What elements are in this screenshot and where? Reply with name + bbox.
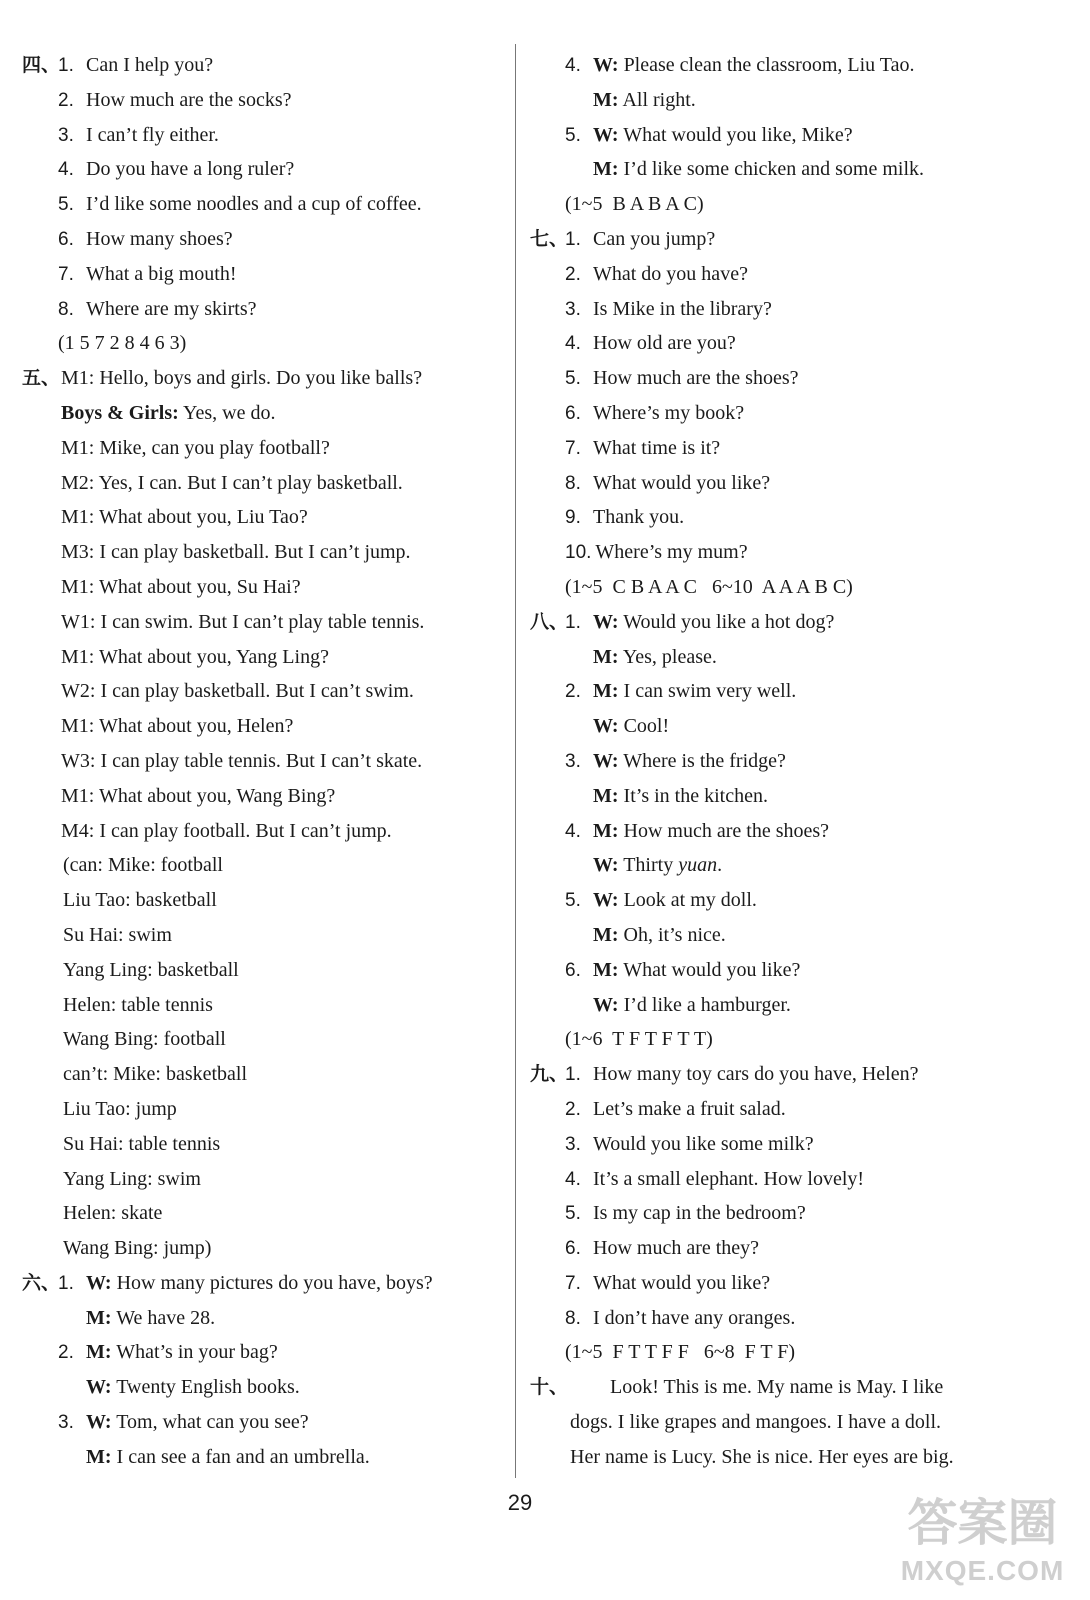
item-number: 8. (58, 298, 74, 320)
text-line (530, 779, 1078, 814)
item-number: 8. (565, 1307, 581, 1329)
answer-line: Wang Bing: jump) (63, 1237, 212, 1260)
speaker-label: M: (86, 1445, 112, 1468)
text-line (530, 988, 1078, 1023)
line-text: I can see a fan and an umbrella. (116, 1445, 370, 1468)
text-line (530, 640, 1078, 675)
text-line (530, 1266, 1078, 1301)
text-line (530, 257, 1078, 292)
text-line (530, 535, 1078, 570)
speaker-label: W1: (61, 610, 96, 633)
item-number: 6. (565, 1238, 581, 1260)
answer-line: Liu Tao: jump (63, 1097, 177, 1120)
line-text: What about you, Helen? (98, 715, 294, 738)
speaker-label: M1: (61, 506, 95, 529)
section-marker: 四、 (22, 54, 61, 76)
text-line (530, 570, 1078, 605)
text-line (22, 152, 504, 187)
text-line (22, 848, 504, 883)
item-number: 3. (58, 1412, 74, 1434)
line-text: I’d like some chicken and some milk. (623, 158, 925, 181)
item-text: What would you like? (593, 1271, 771, 1294)
text-line (22, 83, 504, 118)
text-line (530, 1335, 1078, 1370)
speaker-label: M1: (61, 575, 95, 598)
line-text: I’d like a hamburger. (623, 993, 791, 1016)
text-line (22, 570, 504, 605)
speaker-label: M: (593, 88, 619, 111)
line-text: How much are the shoes? (623, 819, 830, 842)
text-line (22, 1196, 504, 1231)
item-number: 3. (565, 298, 581, 320)
speaker-label: W: (593, 993, 619, 1016)
speaker-label: M1: (61, 367, 95, 390)
item-text: Would you like some milk? (593, 1132, 814, 1155)
text-line (530, 500, 1078, 535)
answer-line: (can: Mike: football (63, 854, 223, 877)
speaker-label: M4: (61, 819, 95, 842)
speaker-label: M: (86, 1341, 112, 1364)
speaker-label: M: (593, 680, 619, 703)
item-text: How many shoes? (86, 227, 233, 250)
item-number: 5. (565, 368, 581, 390)
item-text: Where’s my book? (593, 401, 745, 424)
text-line (530, 605, 1078, 640)
text-line (22, 918, 504, 953)
item-number: 7. (565, 437, 581, 459)
item-text: Is Mike in the library? (593, 297, 772, 320)
item-number: 2. (565, 1098, 581, 1120)
item-number: 7. (58, 263, 74, 285)
line-text: Look at my doll. (623, 889, 757, 912)
text-line (22, 257, 504, 292)
speaker-label: M: (593, 645, 619, 668)
section-marker: 六、 (22, 1271, 61, 1294)
item-number: 5. (565, 1203, 581, 1225)
item-text: Thank you. (593, 506, 685, 529)
text-line (530, 1022, 1078, 1057)
item-text: Can I help you? (86, 54, 214, 76)
item-number: 2. (58, 89, 74, 111)
section-marker: 八、 (530, 610, 569, 633)
speaker-label: M1: (61, 645, 95, 668)
answer-key: (1 5 7 2 8 4 6 3) (58, 332, 187, 355)
text-line (530, 674, 1078, 709)
item-number: 3. (58, 124, 74, 146)
line-text: What about you, Wang Bing? (98, 784, 336, 807)
item-number: 8. (565, 472, 581, 494)
item-number: 5. (565, 890, 581, 912)
line-text: Yes, please. (622, 645, 717, 668)
text-line (22, 466, 504, 501)
text-line (530, 1301, 1078, 1336)
line-text: It’s in the kitchen. (623, 784, 768, 807)
answer-line: Su Hai: swim (63, 923, 172, 946)
item-text: How much are the socks? (86, 88, 292, 111)
line-text: Hello, boys and girls. Do you like balls? (99, 367, 423, 390)
speaker-label: M: (593, 158, 619, 181)
text-line (530, 1370, 1078, 1405)
text-line (530, 918, 1078, 953)
item-number: 5. (58, 194, 74, 216)
line-text: I can play basketball. But I can’t swim. (100, 680, 414, 703)
item-text: Let’s make a fruit salad. (593, 1097, 786, 1120)
item-number: 1. (565, 611, 581, 633)
speaker-label: M: (593, 923, 619, 946)
speaker-label: M: (593, 784, 619, 807)
text-line (22, 709, 504, 744)
text-line (22, 1266, 504, 1301)
item-text: What would you like? (593, 471, 771, 494)
text-line (22, 431, 504, 466)
text-line (22, 222, 504, 257)
item-number: 1. (58, 1272, 74, 1294)
line-text-tail: . (717, 854, 723, 877)
text-line (22, 326, 504, 361)
text-line (530, 848, 1078, 883)
text-line (22, 744, 504, 779)
emphasized-word: yuan (678, 854, 718, 877)
item-text: How many toy cars do you have, Helen? (593, 1063, 919, 1086)
line-text: I can swim very well. (623, 680, 797, 703)
item-number: 7. (565, 1272, 581, 1294)
speaker-label: W: (86, 1376, 112, 1399)
paragraph-line: dogs. I like grapes and mangoes. I have a doll. (570, 1411, 942, 1434)
text-line (530, 1196, 1078, 1231)
speaker-label: M: (593, 819, 619, 842)
line-text: What about you, Su Hai? (98, 575, 301, 598)
item-number: 2. (58, 1342, 74, 1364)
paragraph-line: Her name is Lucy. She is nice. Her eyes are big. (570, 1445, 954, 1468)
text-line (530, 1127, 1078, 1162)
line-text: I can play table tennis. But I can’t skate. (100, 749, 423, 772)
answer-key: (1~6 T F T F T T) (565, 1028, 713, 1051)
text-line (22, 1301, 504, 1336)
text-line (530, 883, 1078, 918)
text-line (22, 1370, 504, 1405)
answer-line: Liu Tao: basketball (63, 889, 217, 912)
text-line (22, 118, 504, 153)
line-text: Cool! (623, 715, 670, 738)
text-line (530, 1057, 1078, 1092)
line-text: What would you like? (623, 958, 801, 981)
answer-line: Yang Ling: basketball (63, 958, 239, 981)
answer-line: Helen: table tennis (63, 993, 213, 1016)
text-line (530, 1092, 1078, 1127)
speaker-label: W: (593, 889, 619, 912)
text-line (530, 361, 1078, 396)
text-line (530, 118, 1078, 153)
item-text: Where are my skirts? (86, 297, 257, 320)
item-text: How old are you? (593, 332, 736, 355)
text-line (22, 1057, 504, 1092)
text-line (22, 396, 504, 431)
item-text: Where’s my mum? (595, 541, 748, 564)
item-text: What time is it? (593, 436, 721, 459)
speaker-label: W: (593, 54, 619, 76)
line-text: We have 28. (116, 1306, 216, 1329)
item-text: How much are the shoes? (593, 367, 799, 390)
item-text: I don’t have any oranges. (593, 1306, 796, 1329)
answer-line: Wang Bing: football (63, 1028, 226, 1051)
answer-line: Helen: skate (63, 1202, 163, 1225)
watermark-logo (890, 1492, 1075, 1588)
text-line (22, 1127, 504, 1162)
text-line (530, 1405, 1078, 1440)
line-text: What about you, Liu Tao? (98, 506, 308, 529)
text-line (530, 222, 1078, 257)
text-line (530, 1162, 1078, 1197)
text-line (530, 814, 1078, 849)
item-text: Is my cap in the bedroom? (593, 1202, 806, 1225)
item-text: I can’t fly either. (86, 123, 219, 146)
line-text: Where is the fridge? (623, 749, 786, 772)
text-line (22, 187, 504, 222)
line-text: What about you, Yang Ling? (98, 645, 329, 668)
answer-line: Su Hai: table tennis (63, 1132, 221, 1155)
answer-line: can’t: Mike: basketball (63, 1063, 248, 1086)
line-text: Tom, what can you see? (116, 1411, 309, 1434)
text-line (22, 640, 504, 675)
line-text: How many pictures do you have, boys? (116, 1271, 433, 1294)
watermark-logo-text: 答案圈 (907, 1494, 1058, 1552)
item-number: 1. (58, 55, 74, 76)
text-line (530, 326, 1078, 361)
speaker-label: W: (86, 1411, 112, 1434)
line-text: Twenty English books. (116, 1376, 300, 1399)
speaker-label: M2: (61, 471, 95, 494)
text-line (22, 605, 504, 640)
item-number: 3. (565, 750, 581, 772)
paragraph-line: Look! This is me. My name is May. I like (610, 1376, 944, 1399)
speaker-label: W: (593, 854, 619, 877)
text-line (22, 779, 504, 814)
text-line (530, 466, 1078, 501)
right-column (530, 48, 1078, 1475)
item-number: 1. (565, 1064, 581, 1086)
speaker-label: M3: (61, 541, 95, 564)
text-line (22, 500, 504, 535)
item-number: 6. (565, 959, 581, 981)
text-line (22, 535, 504, 570)
item-number: 9. (565, 507, 581, 529)
speaker-label: W: (593, 610, 619, 633)
line-text: What would you like, Mike? (623, 123, 853, 146)
item-number: 4. (565, 1168, 581, 1190)
text-line (530, 1440, 1078, 1475)
line-text: All right. (622, 88, 696, 111)
text-line (530, 83, 1078, 118)
section-marker: 九、 (530, 1063, 569, 1086)
answer-key: (1~5 C B A A C 6~10 A A A B C) (565, 575, 853, 598)
item-text: I’d like some noodles and a cup of coffee. (86, 193, 422, 216)
answer-key: (1~5 F T T F F 6~8 F T F) (565, 1341, 796, 1364)
text-line (22, 48, 504, 83)
text-line (530, 1231, 1078, 1266)
speaker-label: W3: (61, 749, 96, 772)
line-text: I can swim. But I can’t play table tennis. (100, 610, 425, 633)
item-number: 4. (565, 333, 581, 355)
answer-key: (1~5 B A B A C) (565, 193, 704, 216)
speaker-label: M1: (61, 715, 95, 738)
text-line (530, 709, 1078, 744)
section-marker: 五、 (22, 367, 61, 390)
text-line (22, 814, 504, 849)
item-number: 3. (565, 1133, 581, 1155)
section-marker: 十、 (530, 1376, 569, 1399)
speaker-label: M1: (61, 784, 95, 807)
text-line (530, 48, 1078, 83)
text-line (530, 953, 1078, 988)
text-line (530, 187, 1078, 222)
line-text: Yes, we do. (183, 401, 276, 424)
text-line (22, 1405, 504, 1440)
text-line (530, 292, 1078, 327)
item-number: 1. (565, 228, 581, 250)
text-line (22, 1022, 504, 1057)
item-number: 4. (565, 55, 581, 76)
text-line (22, 988, 504, 1023)
speaker-label: M1: (61, 436, 95, 459)
item-text: How much are they? (593, 1237, 760, 1260)
item-text: What a big mouth! (86, 262, 237, 285)
item-text: What do you have? (593, 262, 748, 285)
line-text: Mike, can you play football? (99, 436, 330, 459)
speaker-label: M: (86, 1306, 112, 1329)
watermark-site-text: MXQE.COM (900, 1555, 1065, 1586)
speaker-label: M: (593, 958, 619, 981)
item-number: 2. (565, 681, 581, 703)
item-text: Can you jump? (593, 227, 716, 250)
text-line (530, 396, 1078, 431)
line-text: What’s in your bag? (116, 1341, 278, 1364)
answer-line: Yang Ling: swim (63, 1167, 201, 1190)
speaker-label: W: (86, 1271, 112, 1294)
item-number: 10. (565, 542, 592, 564)
item-number: 4. (565, 820, 581, 842)
line-text: Would you like a hot dog? (623, 610, 835, 633)
text-line (22, 674, 504, 709)
item-text: It’s a small elephant. How lovely! (593, 1167, 865, 1190)
speaker-label: W: (593, 123, 619, 146)
line-text: I can play football. But I can’t jump. (99, 819, 392, 842)
item-number: 6. (565, 402, 581, 424)
text-line (22, 1231, 504, 1266)
text-line (22, 1092, 504, 1127)
item-number: 6. (58, 228, 74, 250)
text-line (530, 431, 1078, 466)
speaker-label: W: (593, 749, 619, 772)
text-line (530, 744, 1078, 779)
line-text: Yes, I can. But I can’t play basketball. (98, 471, 403, 494)
text-line (22, 883, 504, 918)
item-number: 2. (565, 263, 581, 285)
speaker-label: W2: (61, 680, 96, 703)
text-line (22, 361, 504, 396)
text-line (22, 1162, 504, 1197)
item-number: 4. (58, 159, 74, 181)
line-text: I can play basketball. But I can’t jump. (99, 541, 411, 564)
text-line (530, 152, 1078, 187)
text-line (22, 1440, 504, 1475)
line-text: Please clean the classroom, Liu Tao. (623, 54, 915, 76)
text-line (22, 953, 504, 988)
left-column (22, 48, 504, 1475)
text-line (22, 292, 504, 327)
item-number: 5. (565, 124, 581, 146)
page-number: 29 (507, 1490, 533, 1515)
speaker-label: Boys & Girls: (61, 401, 179, 424)
column-divider (515, 44, 516, 1478)
speaker-label: W: (593, 715, 619, 738)
line-text: Oh, it’s nice. (623, 923, 726, 946)
text-line (22, 1335, 504, 1370)
section-marker: 七、 (530, 227, 569, 250)
line-text: Thirty (623, 854, 674, 877)
item-text: Do you have a long ruler? (86, 158, 295, 181)
